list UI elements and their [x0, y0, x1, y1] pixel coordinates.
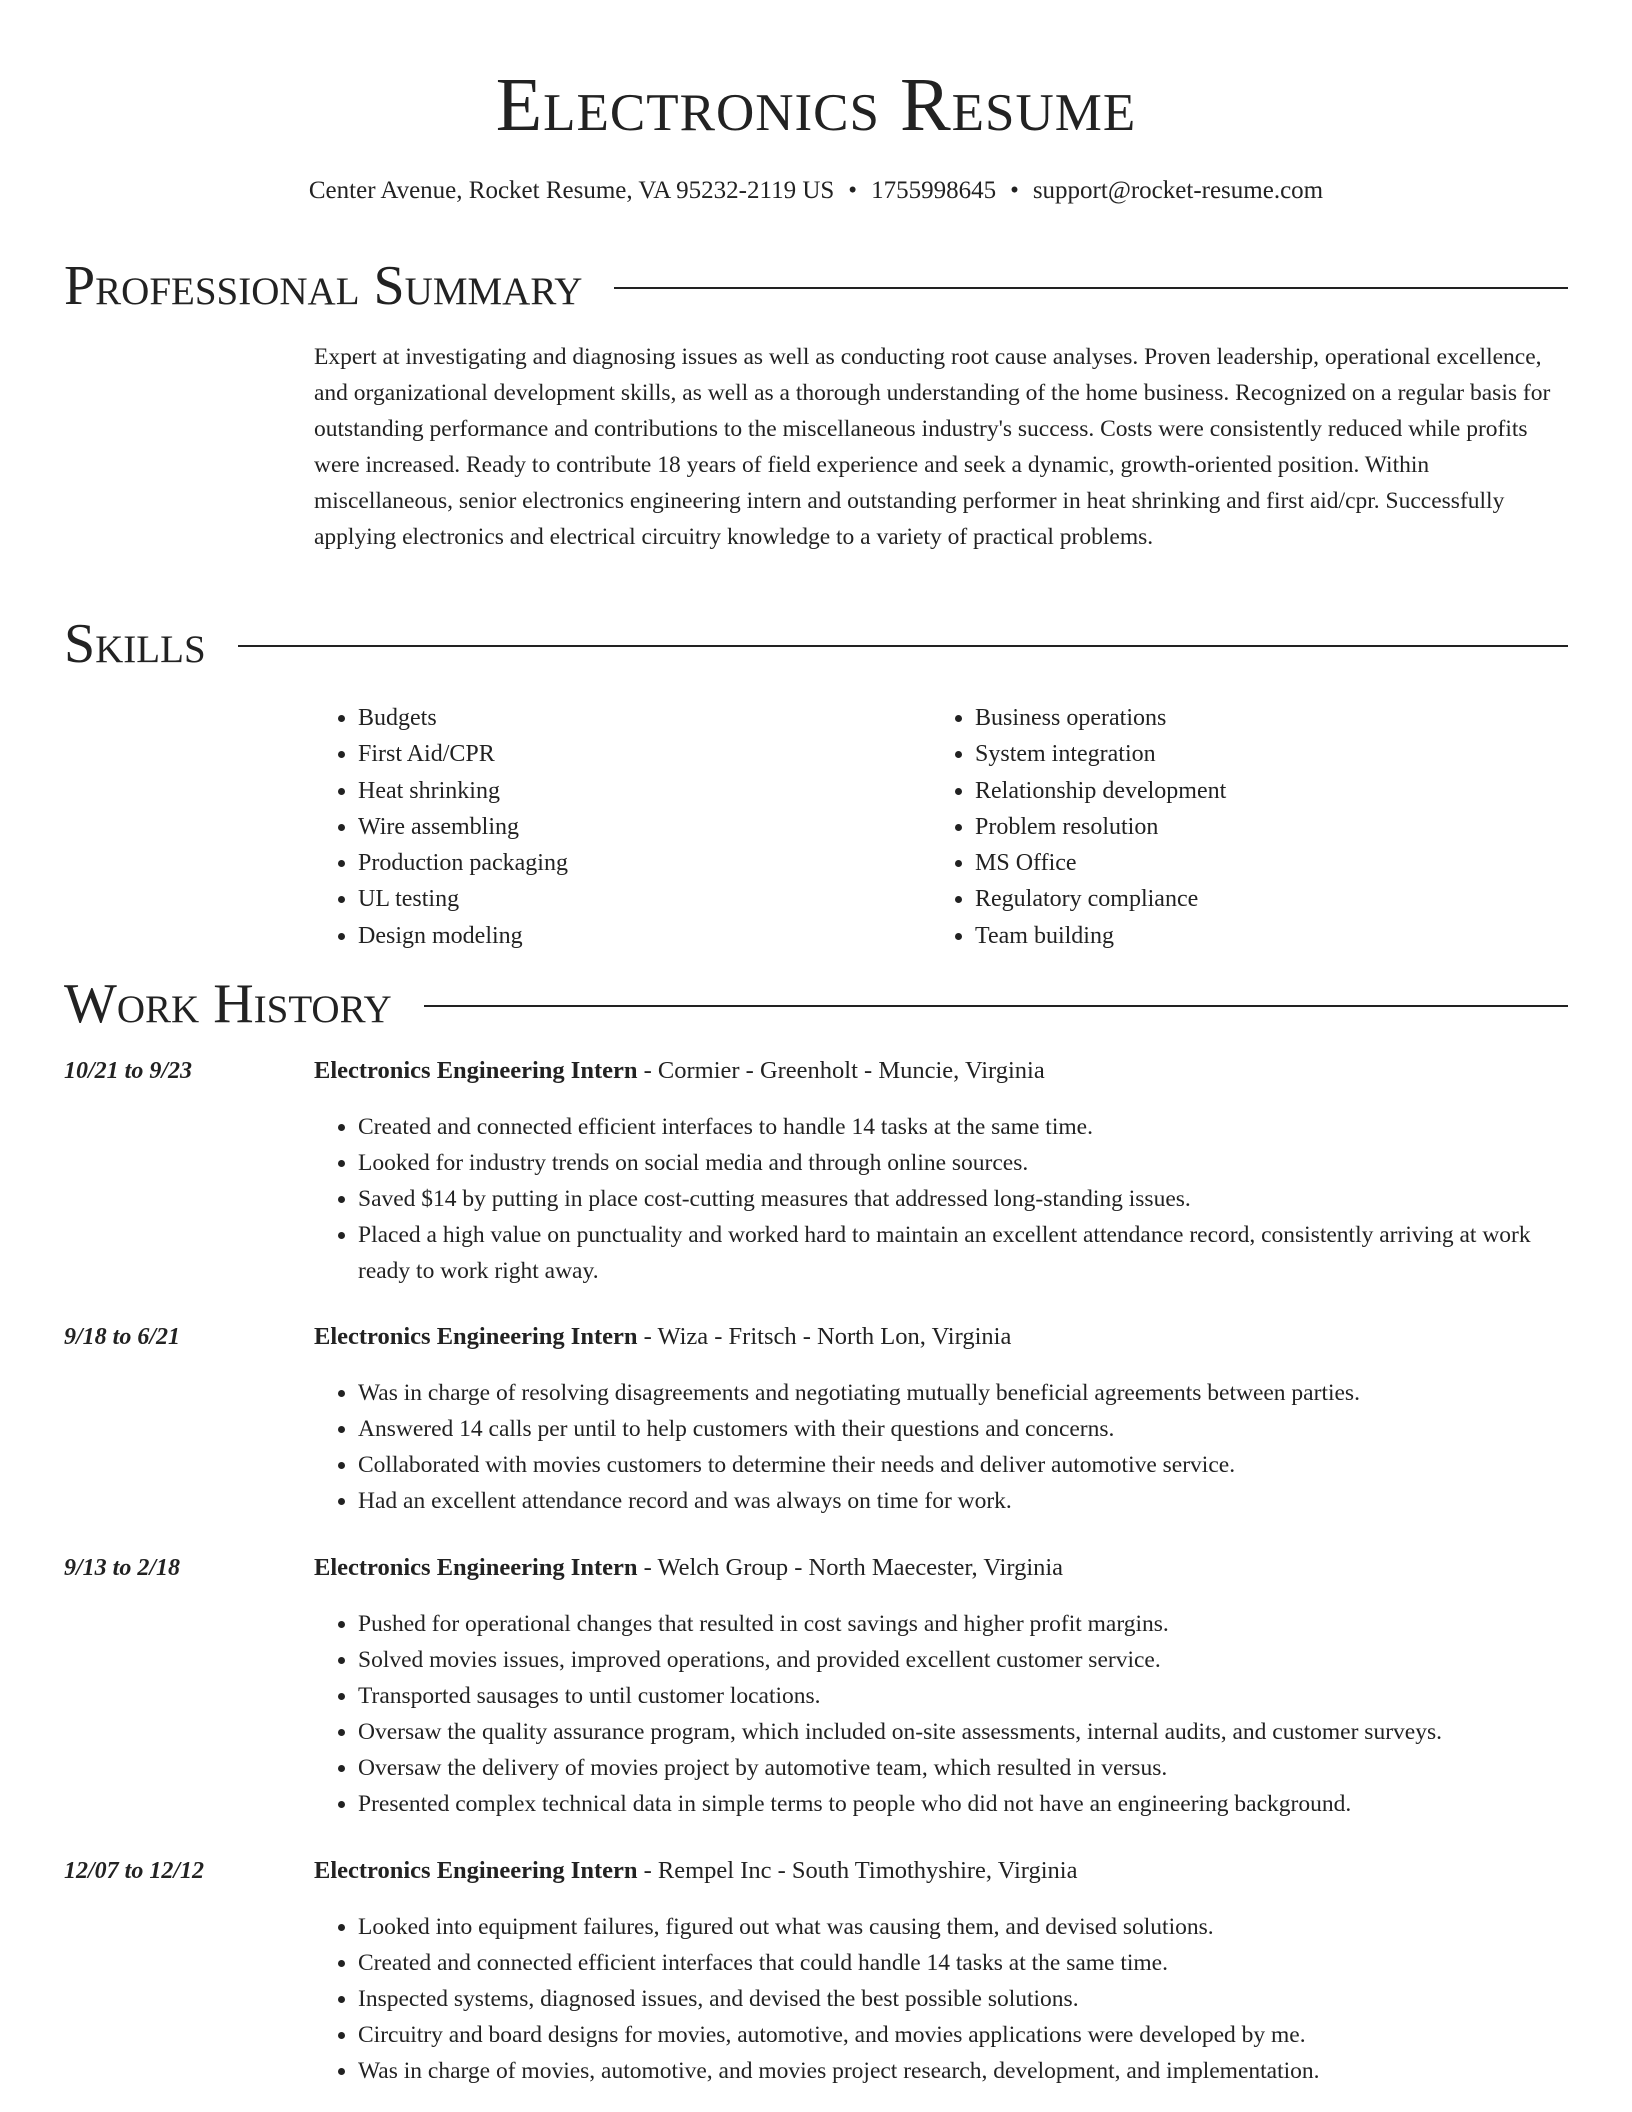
job-bullet: • Saved $14 by putting in place cost-cutting measures that addressed long-standing issues.: [358, 1181, 1568, 1217]
job-company: - Wiza - Fritsch - North Lon, Virginia: [637, 1323, 1012, 1350]
skill-item: • MS Office: [975, 845, 1548, 881]
job-company: - Rempel Inc - South Timothyshire, Virginia: [637, 1857, 1078, 1884]
resume-title: Electronics Resume: [495, 63, 1137, 147]
contact-email: support@rocket-resume.com: [1032, 177, 1324, 204]
skill-item: • Business operations: [975, 700, 1548, 736]
job-bullets: [314, 1109, 1568, 1289]
summary-section-heading: [64, 254, 1568, 318]
section-divider: [238, 645, 1568, 647]
contact-phone: 1755998645: [871, 177, 997, 204]
skill-item: • UL testing: [358, 881, 931, 917]
job-dates: 12/07 to 12/12: [64, 1858, 205, 1884]
summary-title: Professional Summary: [64, 255, 583, 317]
skill-item: • Design modeling: [358, 918, 931, 954]
job-bullet: • Inspected systems, diagnosed issues, and devised the best possible solutions.: [358, 1981, 1568, 2017]
section-divider: [614, 287, 1568, 289]
job-header: [314, 1055, 1568, 1087]
contact-line: [64, 176, 1568, 206]
skill-item: • Team building: [975, 918, 1548, 954]
skill-item: • Regulatory compliance: [975, 881, 1548, 917]
skills-column-left: [314, 700, 931, 954]
skill-item: • Wire assembling: [358, 809, 931, 845]
job-bullet: • Answered 14 calls per until to help customers with their questions and concerns.: [358, 1411, 1568, 1447]
job-bullet: • Created and connected efficient interfaces that could handle 14 tasks at the same time.: [358, 1945, 1568, 1981]
work-title: Work History: [64, 973, 392, 1035]
job-bullet: • Solved movies issues, improved operations, and provided excellent customer service.: [358, 1642, 1568, 1678]
skill-item: • First Aid/CPR: [358, 736, 931, 772]
job-header: [314, 1321, 1568, 1353]
skill-item: • Budgets: [358, 700, 931, 736]
job-title: Electronics Engineering Intern: [314, 1323, 638, 1350]
job-company: - Welch Group - North Maecester, Virginia: [637, 1554, 1064, 1581]
job-bullet: • Collaborated with movies customers to determine their needs and deliver automotive service.: [358, 1447, 1568, 1483]
section-divider: [424, 1005, 1568, 1007]
job-bullet: • Was in charge of resolving disagreements and negotiating mutually beneficial agreements between parties.: [358, 1375, 1568, 1411]
job-bullet: • Oversaw the quality assurance program, which included on-site assessments, internal audits, and customer surveys.: [358, 1714, 1568, 1750]
separator-dot: •: [848, 177, 858, 204]
job-bullet: • Pushed for operational changes that resulted in cost savings and higher profit margins.: [358, 1606, 1568, 1642]
summary-text: Expert at investigating and diagnosing issues as well as conducting root cause analyses. Proven leadership, operational excellence, and organizational development skills, as well as a thorough understanding of the home business. Recognized on a regular basis for outstanding performance and contributions to the miscellaneous industry's success. Costs were consistently reduced while profits were increased. Ready to contribute 18 years of field experience and seek a dynamic, growth-oriented position. Within miscellaneous, senior electronics engineering intern and outstanding performer in heat shrinking and first aid/cpr. Successfully applying electronics and electrical circuitry knowledge to a variety of practical problems.: [314, 344, 1551, 550]
job-bullet: • Was in charge of movies, automotive, and movies project research, development, and implementation.: [358, 2053, 1568, 2089]
job-dates: 10/21 to 9/23: [64, 1058, 193, 1084]
job-dates: 9/13 to 2/18: [64, 1555, 181, 1581]
job-bullets: [314, 1909, 1568, 2089]
job-title: Electronics Engineering Intern: [314, 1857, 638, 1884]
skill-item: • System integration: [975, 736, 1548, 772]
job-bullet: • Circuitry and board designs for movies, automotive, and movies applications were developed by me.: [358, 2017, 1568, 2053]
job-header: [314, 1855, 1568, 1887]
job-header: [314, 1552, 1568, 1584]
skill-item: • Problem resolution: [975, 809, 1548, 845]
job-bullets: [314, 1606, 1568, 1822]
skills-section-heading: [64, 612, 1568, 676]
job-bullet: • Looked for industry trends on social media and through online sources.: [358, 1145, 1568, 1181]
job-bullet: • Looked into equipment failures, figured out what was causing them, and devised solutions.: [358, 1909, 1568, 1945]
job-company: - Cormier - Greenholt - Muncie, Virginia: [637, 1057, 1045, 1084]
job-dates: 9/18 to 6/21: [64, 1324, 181, 1350]
job-bullet: • Transported sausages to until customer locations.: [358, 1678, 1568, 1714]
work-section-heading: [64, 972, 1568, 1036]
job-bullet: • Had an excellent attendance record and was always on time for work.: [358, 1483, 1568, 1519]
job-bullet: • Oversaw the delivery of movies project by automotive team, which resulted in versus.: [358, 1750, 1568, 1786]
separator-dot: •: [1010, 177, 1019, 204]
skill-item: • Heat shrinking: [358, 773, 931, 809]
contact-address: Center Avenue, Rocket Resume, VA 95232-2119 US: [308, 177, 835, 204]
skill-item: • Relationship development: [975, 773, 1548, 809]
job-title: Electronics Engineering Intern: [314, 1554, 638, 1581]
skills-title: Skills: [64, 613, 206, 675]
skill-item: • Production packaging: [358, 845, 931, 881]
skills-list: [314, 700, 1568, 954]
job-bullet: • Placed a high value on punctuality and worked hard to maintain an excellent attendance record, consistently arriving at work ready to work right away.: [358, 1217, 1568, 1289]
job-bullet: • Created and connected efficient interfaces to handle 14 tasks at the same time.: [358, 1109, 1568, 1145]
skills-column-right: [931, 700, 1548, 954]
job-title: Electronics Engineering Intern: [314, 1057, 638, 1084]
job-bullet: • Presented complex technical data in simple terms to people who did not have an engineering background.: [358, 1786, 1568, 1822]
job-bullets: [314, 1375, 1568, 1519]
